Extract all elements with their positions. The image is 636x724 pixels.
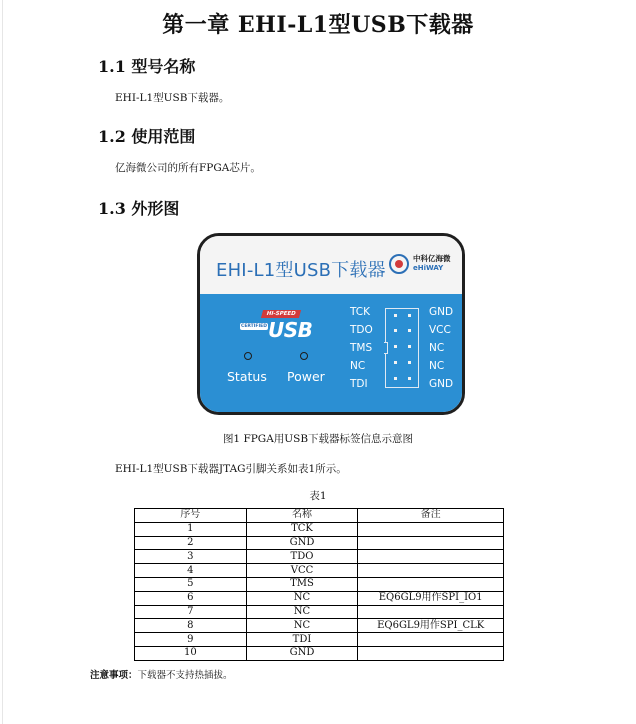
page-edge [2, 0, 3, 724]
table-row [135, 605, 504, 619]
brand-name-latin: eHiWAY [413, 264, 444, 272]
cell-name: TDO [246, 550, 358, 564]
cell-name: TDI [246, 633, 358, 647]
power-label: Power [287, 369, 325, 384]
cell-name: TMS [246, 577, 358, 591]
cell-index: 5 [135, 577, 247, 591]
cell-index: 4 [135, 564, 247, 578]
section-heading-appearance: 1.3 外形图 [98, 199, 180, 218]
cell-name: NC [246, 605, 358, 619]
table-row [135, 633, 504, 647]
section-heading-scope: 1.2 使用范围 [98, 127, 196, 146]
section-body-scope: 亿海微公司的所有FPGA芯片。 [115, 162, 261, 174]
header-name: 名称 [246, 509, 358, 523]
usb-logo [240, 310, 313, 342]
cell-remark: EQ6GL9用作SPI_IO1 [358, 591, 504, 605]
note-label: 注意事项： [90, 670, 138, 681]
brand-logo-icon [389, 254, 409, 274]
pin-label-left: TDI [350, 378, 368, 390]
table-row [135, 522, 504, 536]
pin-label-right: GND [429, 378, 454, 390]
usb-wordmark: USB [268, 318, 313, 342]
cell-remark [358, 646, 504, 660]
cell-name: GND [246, 536, 358, 550]
brand-logo [389, 252, 453, 280]
cell-remark [358, 605, 504, 619]
cell-remark [358, 577, 504, 591]
cell-index: 2 [135, 536, 247, 550]
note [90, 667, 233, 681]
device-title: EHI-L1型USB下载器 [216, 260, 386, 281]
cell-index: 7 [135, 605, 247, 619]
pin-label-left: TDO [350, 324, 373, 336]
cell-name: NC [246, 591, 358, 605]
power-led-icon [300, 352, 308, 360]
table-row [135, 550, 504, 564]
cell-name: TCK [246, 522, 358, 536]
cell-remark [358, 536, 504, 550]
figure-caption: 图1 FPGA用USB下载器标签信息示意图 [222, 433, 414, 445]
brand-name: 中科亿海微 [413, 254, 451, 263]
cell-index: 3 [135, 550, 247, 564]
table-row [135, 646, 504, 660]
cell-index: 10 [135, 646, 247, 660]
cell-index: 1 [135, 522, 247, 536]
cell-name: NC [246, 619, 358, 633]
pin-label-left: NC [350, 360, 366, 372]
section-heading-model: 1.1 型号名称 [98, 57, 196, 76]
header-remark: 备注 [358, 509, 504, 523]
pin-label-left: TMS [350, 342, 373, 354]
header-notch [384, 342, 388, 354]
cell-remark [358, 564, 504, 578]
table-title: 表1 [309, 490, 327, 502]
usb-hi-speed-tag: HI-SPEED [261, 310, 301, 318]
jtag-header-icon [385, 308, 419, 388]
table-row [135, 577, 504, 591]
cell-name: GND [246, 646, 358, 660]
table-row [135, 564, 504, 578]
chapter-title: 第一章 EHI-L1型USB下载器 [162, 12, 474, 38]
cell-name: VCC [246, 564, 358, 578]
cell-remark [358, 522, 504, 536]
pin-label-left: TCK [350, 306, 371, 318]
intro-paragraph: EHI-L1型USB下载器JTAG引脚关系如表1所示。 [115, 463, 347, 475]
jtag-pin-table [134, 508, 504, 661]
cell-remark [358, 633, 504, 647]
usb-certified-tag: CERTIFIED [241, 324, 267, 329]
table-row [135, 536, 504, 550]
device-label-bottom [200, 294, 462, 415]
pin-label-right: NC [429, 342, 445, 354]
status-led-icon [244, 352, 252, 360]
cell-remark [358, 550, 504, 564]
cell-index: 6 [135, 591, 247, 605]
table-header-row [135, 509, 504, 523]
table-row [135, 591, 504, 605]
usb-downloader-figure [197, 233, 465, 415]
pin-label-right: GND [429, 306, 454, 318]
table-row [135, 619, 504, 633]
status-label: Status [227, 369, 267, 384]
pin-label-right: VCC [429, 324, 451, 336]
cell-index: 9 [135, 633, 247, 647]
pin-label-right: NC [429, 360, 445, 372]
device-label-top [200, 236, 462, 294]
header-index: 序号 [135, 509, 247, 523]
note-text: 下载器不支持热插拔。 [137, 670, 233, 681]
section-body-model: EHI-L1型USB下载器。 [115, 92, 230, 104]
cell-index: 8 [135, 619, 247, 633]
cell-remark: EQ6GL9用作SPI_CLK [358, 619, 504, 633]
